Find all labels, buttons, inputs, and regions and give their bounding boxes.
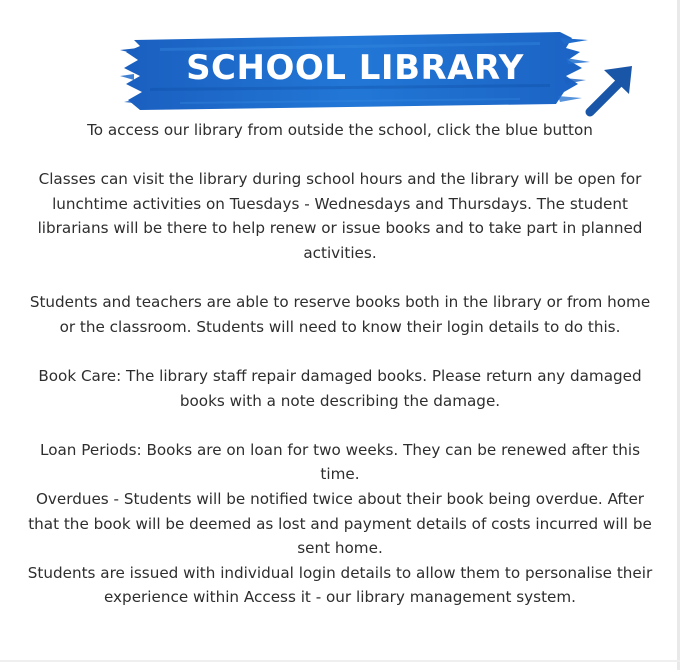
reserve-paragraph: Students and teachers are able to reserve books both in the library or from home or the classroom. Students will need to know their login details to do this. bbox=[29, 293, 651, 336]
page-title: SCHOOL LIBRARY bbox=[186, 48, 524, 88]
book-care-paragraph: Book Care: The library staff repair damaged books. Please return any damaged books with a note describing the damage. bbox=[38, 366, 642, 410]
divider bbox=[0, 660, 680, 662]
overdues-paragraph: Overdues - Students will be notified twice about their book being overdue. After that the book will be deemed as lost and payment details of costs incurred will be sent home. bbox=[28, 489, 652, 558]
title-banner bbox=[120, 18, 590, 118]
info-text bbox=[20, 118, 660, 610]
arrow-up-right-icon bbox=[582, 60, 642, 118]
loan-periods-paragraph: Loan Periods: Books are on loan for two weeks. They can be renewed after this time. bbox=[40, 440, 640, 484]
classes-paragraph: Classes can visit the library during school hours and the library will be open for lunchtime activities on Tuesdays - Wednesdays and Thursdays. The student librarians will be there to help renew or issue books and to take part in planned activities. bbox=[37, 170, 643, 262]
access-paragraph: To access our library from outside the school, click the blue button bbox=[87, 121, 593, 139]
login-paragraph: Students are issued with individual login details to allow them to personalise their experience within Access it - our library management system. bbox=[27, 563, 653, 607]
